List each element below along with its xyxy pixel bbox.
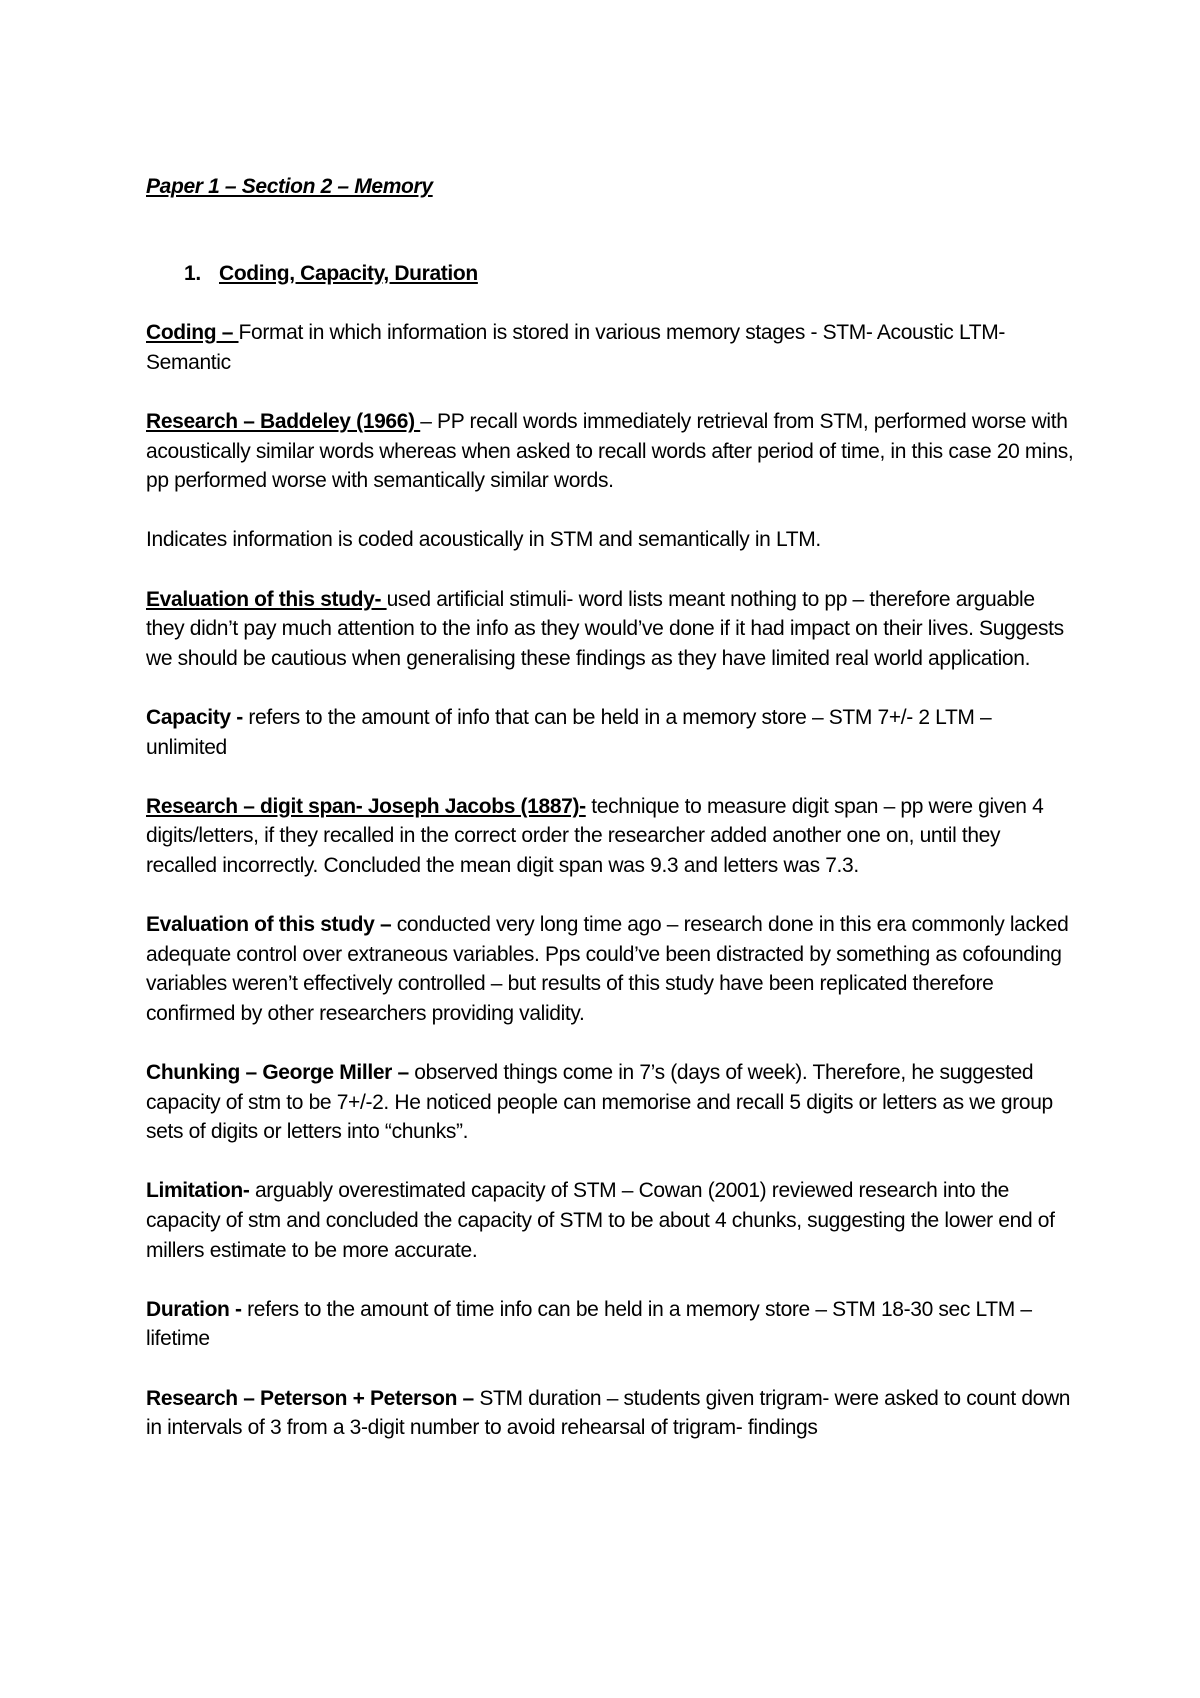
paragraph-lead: Duration - bbox=[146, 1297, 248, 1321]
paragraph-lead: Limitation- bbox=[146, 1179, 255, 1203]
paragraph-body: refers to the amount of info that can be held in a memory store – STM 7+/- 2 LTM – unlimited bbox=[146, 705, 992, 759]
paragraph-lead: Coding – bbox=[146, 321, 239, 345]
document-page bbox=[146, 172, 1076, 1443]
section-title: Coding, Capacity, Duration bbox=[219, 261, 478, 285]
paragraph-capacity bbox=[146, 703, 1076, 762]
paragraph-evaluation-baddeley bbox=[146, 585, 1076, 674]
paragraph-lead: Evaluation of this study – bbox=[146, 913, 397, 937]
paragraph-limitation bbox=[146, 1176, 1076, 1265]
section-heading bbox=[146, 259, 1076, 289]
paragraph-chunking bbox=[146, 1058, 1076, 1147]
paragraph-body: used artificial stimuli- word lists meant nothing to pp – therefore arguable they didn’t pay much attention to the info as they would’ve done if it had impact on their lives. Suggests we should be cautious when generalising these findings as they have limited real world application. bbox=[146, 587, 1064, 670]
paragraph-body: observed things come in 7’s (days of week). Therefore, he suggested capacity of stm to be 7+/-2. He noticed people can memorise and recall 5 digits or letters as we group sets of digits or letters into “chunks”. bbox=[146, 1061, 1053, 1144]
paragraph-body: Format in which information is stored in various memory stages - STM- Acoustic LTM- Semantic bbox=[146, 321, 1005, 374]
paragraph-body: arguably overestimated capacity of STM – Cowan (2001) reviewed research into the capacity of stm and concluded the capacity of STM to be about 4 chunks, suggesting the lower end of millers estimate to be more accurate. bbox=[146, 1179, 1055, 1262]
paragraph-lead: Research – Baddeley (1966) bbox=[146, 409, 421, 433]
paragraph-body: – PP recall words immediately retrieval from STM, performed worse with acoustically similar words whereas when asked to recall words after period of time, in this case 20 mins, pp performed worse with semantically similar words. bbox=[146, 409, 1074, 493]
paragraph-lead: Chunking – George Miller – bbox=[146, 1061, 415, 1085]
paragraph-research-baddeley bbox=[146, 407, 1076, 496]
paragraph-lead: Research – digit span- Joseph Jacobs (1887)- bbox=[146, 794, 586, 818]
paragraph-body: conducted very long time ago – research done in this era commonly lacked adequate control over extraneous variables. Pps could’ve been distracted by something as cofounding variables weren’t effectively controlled – but results of this study have been replicated therefore confirmed by other researchers providing validity. bbox=[146, 913, 1069, 1025]
paragraph-indicates bbox=[146, 525, 1076, 555]
section-number: 1. bbox=[184, 261, 201, 285]
paragraph-body: refers to the amount of time info can be held in a memory store – STM 18-30 sec LTM – lifetime bbox=[146, 1297, 1032, 1351]
paragraph-coding bbox=[146, 318, 1076, 377]
paragraph-lead: Research – Peterson + Peterson – bbox=[146, 1386, 480, 1410]
paragraph-lead: Evaluation of this study- bbox=[146, 587, 387, 611]
paragraph-body: Indicates information is coded acoustically in STM and semantically in LTM. bbox=[146, 528, 821, 552]
paragraph-research-jacobs bbox=[146, 792, 1076, 881]
page-title: Paper 1 – Section 2 – Memory bbox=[146, 175, 433, 198]
paragraph-lead: Capacity - bbox=[146, 705, 249, 729]
paragraph-body: technique to measure digit span – pp were given 4 digits/letters, if they recalled in the correct order the researcher added another one on, until they recalled incorrectly. Concluded the mean digit span was 9.3 and letters was 7.3. bbox=[146, 794, 1044, 877]
paragraph-body: STM duration – students given trigram- were asked to count down in intervals of 3 from a 3-digit number to avoid rehearsal of trigram- findings bbox=[146, 1386, 1071, 1440]
paragraph-evaluation-jacobs bbox=[146, 910, 1076, 1028]
paragraph-research-peterson bbox=[146, 1384, 1076, 1443]
paragraph-duration bbox=[146, 1295, 1076, 1354]
